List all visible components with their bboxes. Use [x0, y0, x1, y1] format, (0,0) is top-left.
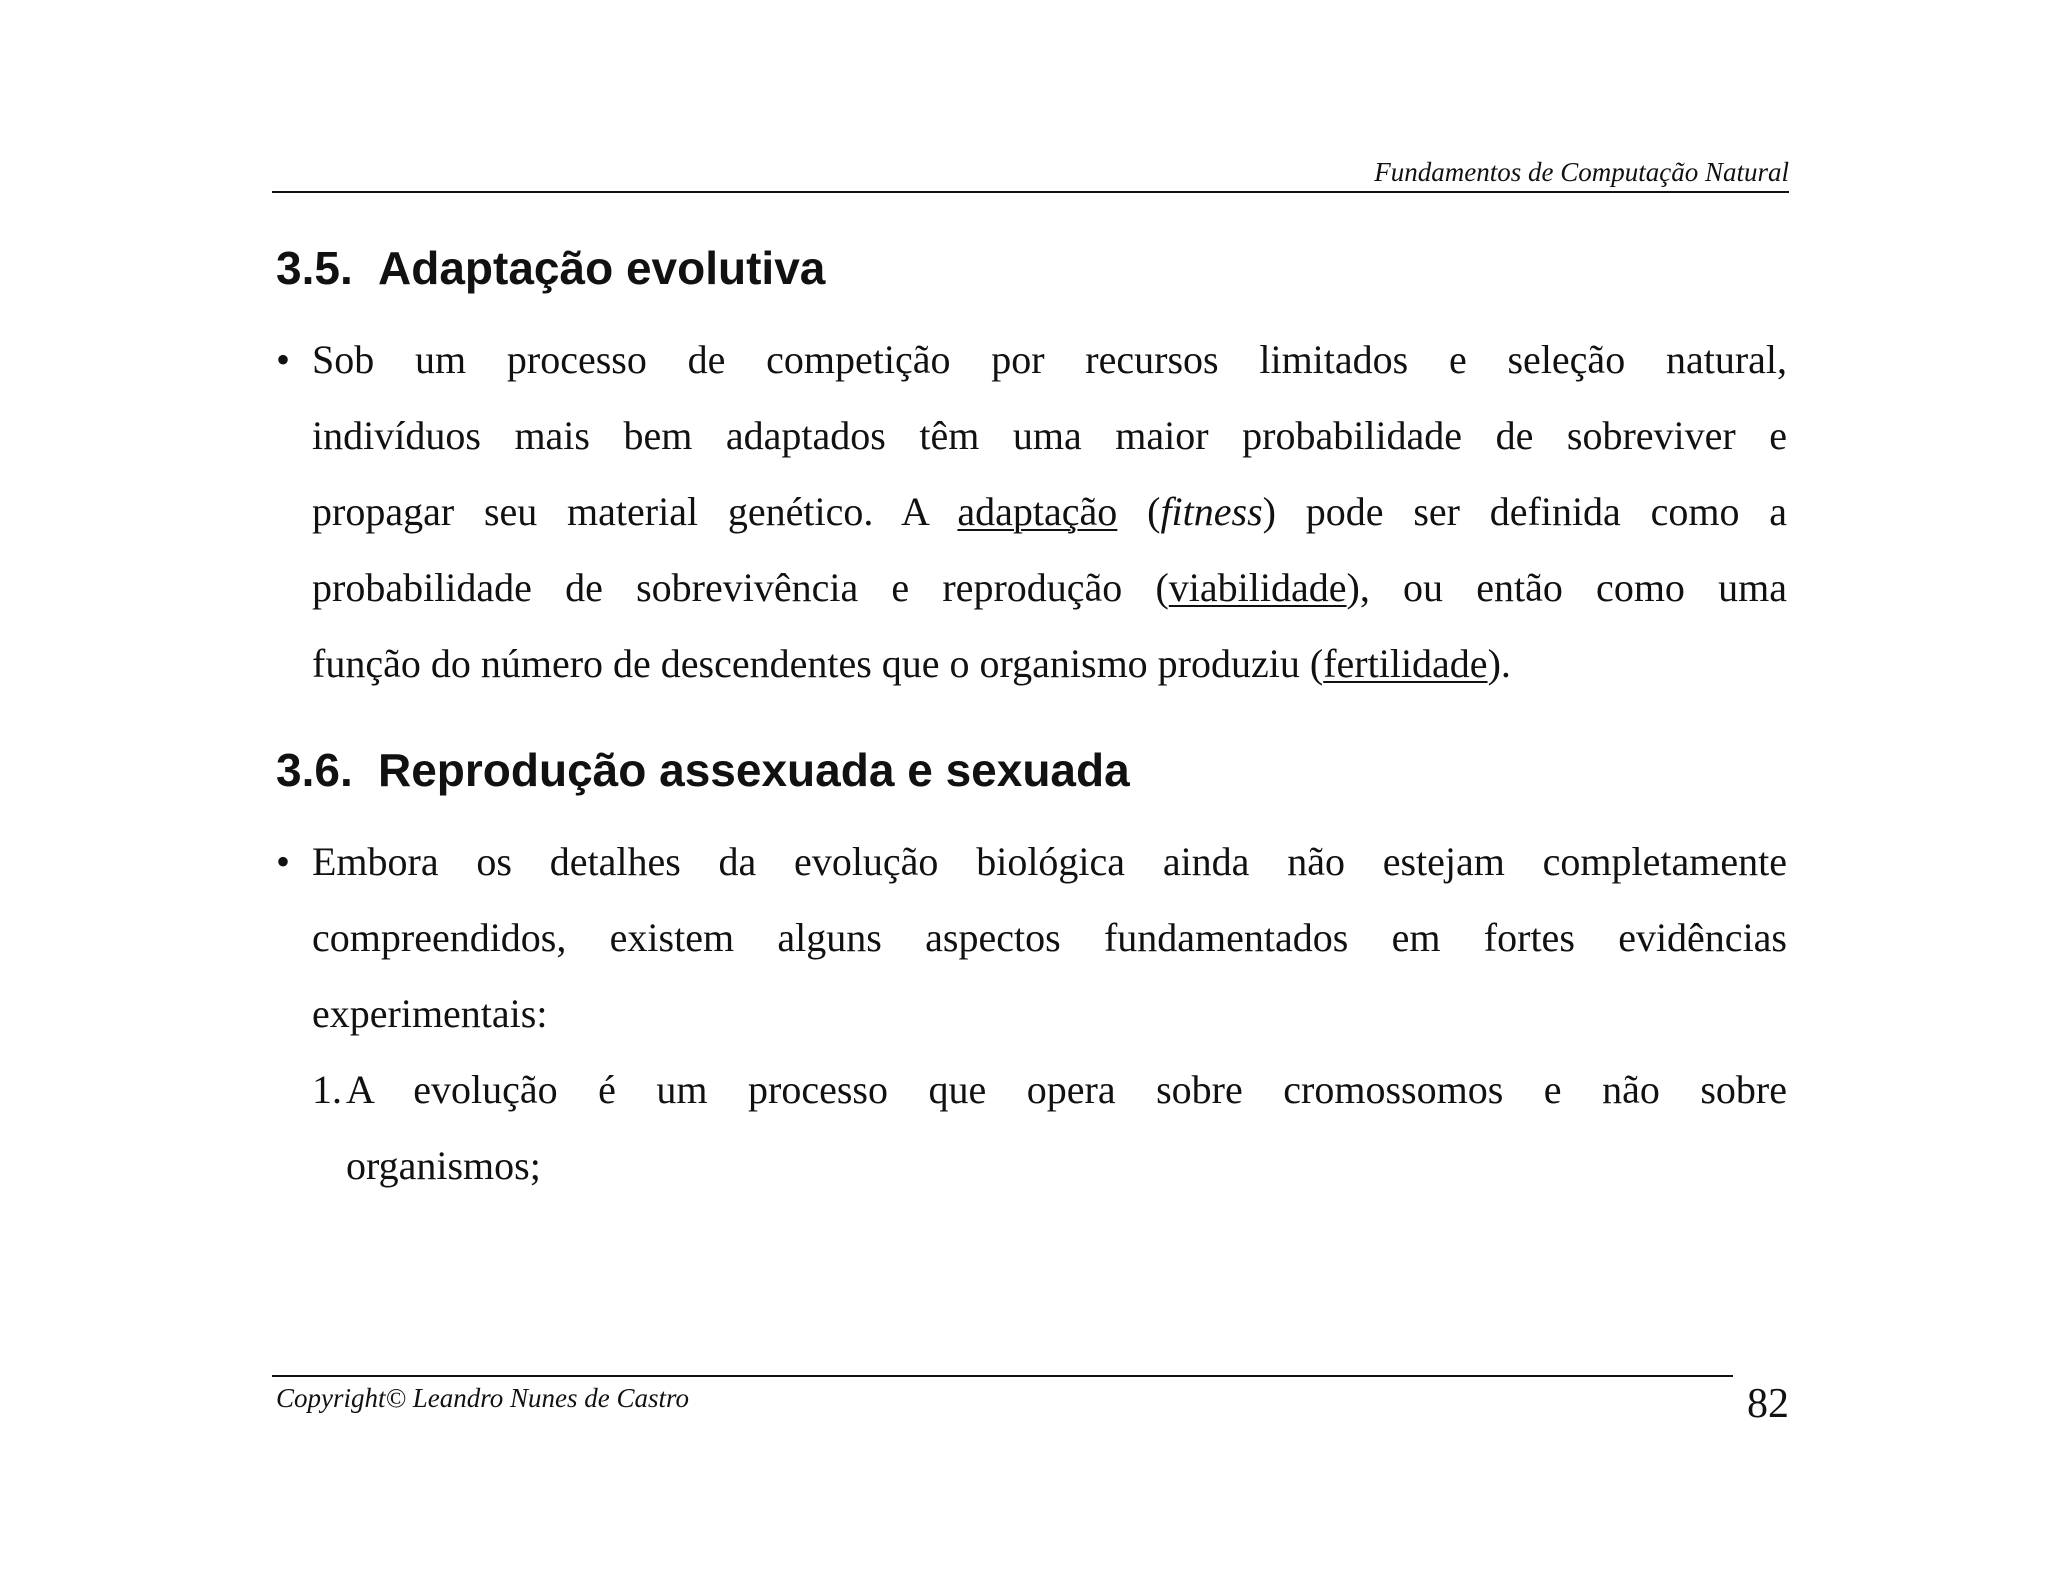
section-title: Adaptação evolutiva [378, 242, 826, 294]
paragraph-line: • Embora os detalhes da evolução biológica ainda não estejam completamente [276, 824, 1787, 900]
paragraph-line: propagar seu material genético. A adaptação (fitness) pode ser definida como a [312, 489, 1788, 534]
paragraph-line: função do número de descendentes que o organismo produziu (fertilidade). [312, 641, 1511, 686]
section-title: Reprodução assexuada e sexuada [378, 744, 1130, 796]
paragraph-reproducao [276, 824, 1787, 1052]
header-rule [272, 191, 1789, 193]
term-fitness: fitness [1160, 489, 1263, 534]
paragraph-line: experimentais: [312, 991, 548, 1036]
paragraph-adaptacao [276, 322, 1787, 702]
list-number: 1. [312, 1067, 342, 1112]
term-fertilidade: fertilidade [1323, 641, 1488, 686]
page-number: 82 [1747, 1381, 1789, 1427]
copyright-footer: Copyright© Leandro Nunes de Castro [276, 1383, 690, 1413]
list-item-line: 1. A evolução é um processo que opera sobre cromossomos e não sobre [312, 1052, 1787, 1128]
bullet-icon: • [276, 337, 291, 382]
bullet-icon: • [276, 839, 291, 884]
section-number: 3.5. [276, 242, 353, 294]
list-item-line: organismos; [346, 1143, 541, 1188]
numbered-list-item [312, 1052, 1787, 1204]
footer-rule [272, 1375, 1733, 1377]
paragraph-line: • Sob um processo de competição por recursos limitados e seleção natural, [276, 322, 1787, 398]
running-header: Fundamentos de Computação Natural [1374, 157, 1789, 187]
section-heading-3-5 [276, 240, 825, 296]
term-adaptacao: adaptação [957, 489, 1118, 534]
paragraph-line: indivíduos mais bem adaptados têm uma maior probabilidade de sobreviver e [312, 413, 1787, 458]
paragraph-line: compreendidos, existem alguns aspectos fundamentados em fortes evidências [312, 915, 1787, 960]
section-number: 3.6. [276, 744, 353, 796]
term-viabilidade: viabilidade [1168, 565, 1347, 610]
paragraph-line: probabilidade de sobrevivência e reprodução (viabilidade), ou então como uma [312, 565, 1787, 610]
section-heading-3-6 [276, 742, 1130, 798]
